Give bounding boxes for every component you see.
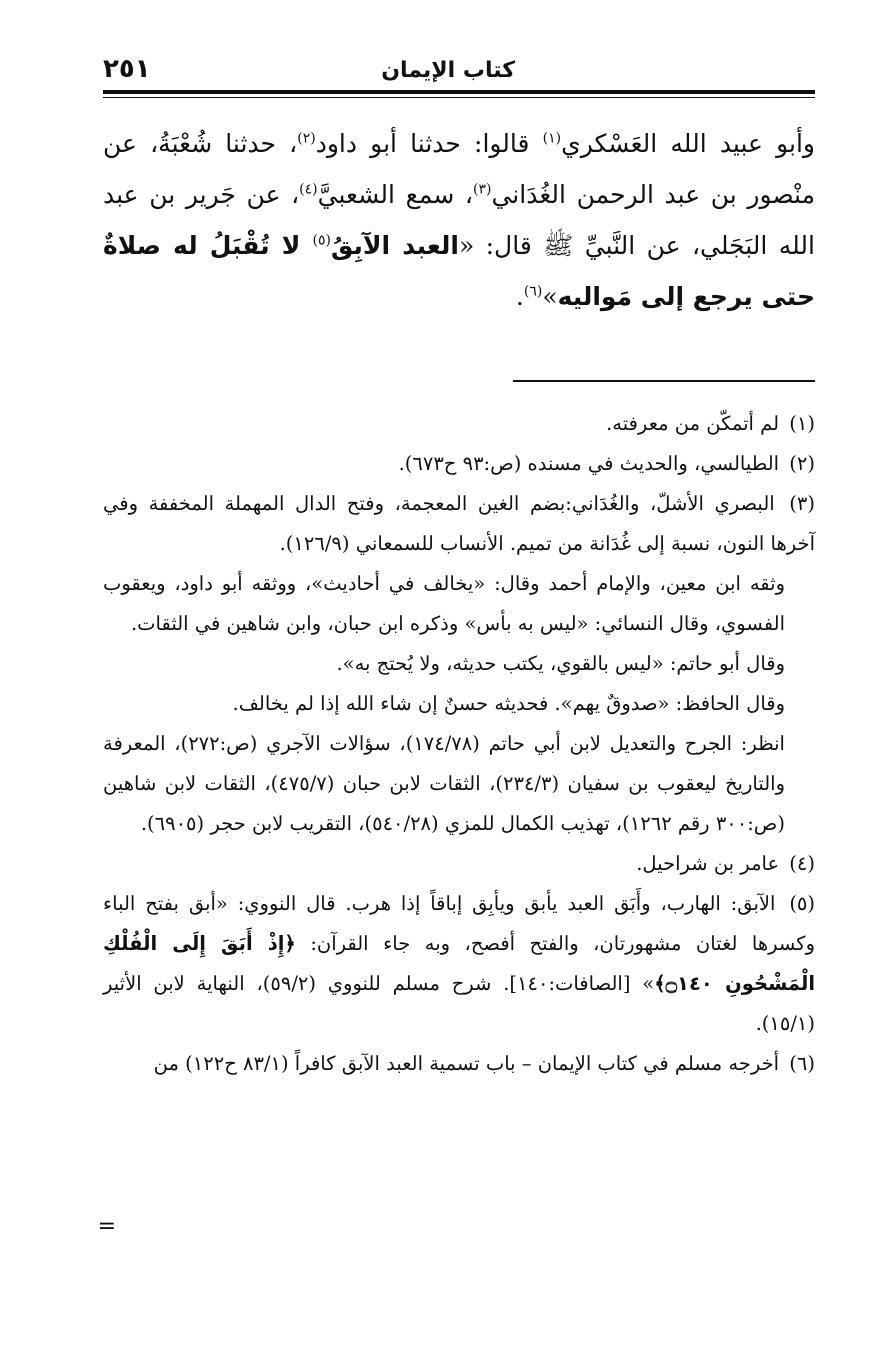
footnote-ref: (٢) [297, 130, 316, 147]
footnote-number: (٥) [789, 892, 816, 915]
footnote-1 [103, 404, 815, 444]
footnote-text: » [الصافات:١٤٠]. شرح مسلم للنووي (٥٩/٢)، النهاية لابن الأثير (١٥/١). [103, 972, 815, 1035]
footnote-number: (٤) [789, 852, 815, 875]
main-segment: وأبو عبيد الله العَسْكري [561, 129, 816, 158]
header-rule-thin [103, 97, 815, 98]
main-segment: ، سمع الشعبيَّ [317, 180, 473, 209]
quran-verse: ﴿إِذْ أَبَقَ إِلَى الْفُلْكِ الْمَشْحُونِ ۝١٤٠﴾ [103, 932, 816, 995]
footnote-text: الآبق: الهارب، وأَبَق العبد يأبق ويأبِق إباقاً إذا هرب. قال النووي: «أبق بفتح الباء وكسرها لغتان مشهورتان، والفتح أفصح، وبه جاء القرآن: [103, 892, 815, 955]
footnote-2 [103, 444, 815, 484]
footnote-3-paragraph: وقال الحافظ: «صدوقٌ يهم». فحديثه حسنٌ إن شاء الله إذا لم يخالف. [232, 692, 785, 715]
footnote-6 [103, 1044, 815, 1084]
main-segment: . [515, 282, 524, 311]
footnote-ref: (٣) [473, 181, 492, 198]
main-segment: ، حدثنا شُعْبَةُ، عن منْصور بن عبد الرحمن الغُدَاني [103, 129, 815, 209]
footnote-separator [513, 380, 815, 382]
footnote-ref: (٦) [523, 283, 543, 300]
footnote-number: (٣) [789, 492, 815, 515]
footnote-5 [103, 884, 815, 1044]
footnotes [103, 404, 815, 1084]
footnote-3-paragraph: وقال أبو حاتم: «ليس بالقوي، يكتب حديثه، ولا يُحتج به». [336, 652, 785, 675]
footnote-number: (٦) [789, 1052, 815, 1075]
main-segment: قالوا: حدثنا أبو داود [315, 129, 543, 158]
continuation-mark: = [97, 1214, 116, 1239]
header-rule [103, 90, 815, 94]
footnote-number: (١) [789, 412, 815, 435]
footnote-text: لم أتمكّن من معرفته. [606, 412, 780, 435]
footnote-3-references: انظر: الجرح والتعديل لابن أبي حاتم (١٧٤/٧٨)، سؤالات الآجري (ص:٢٧٢)، المعرفة والتاريخ ليعقوب بن سفيان (٢٣٤/٣)، الثقات لابن حبان (٤٧٥/٧)، الثقات لابن شاهين (ص:٣٠٠ رقم ١٢٦٢)، تهذيب الكمال للمزي (٥٤٠/٢٨)، التقريب لابن حجر (٦٩٠٥). [103, 732, 785, 835]
page-number: ٢٥١ [103, 54, 151, 84]
footnote-ref: (١) [542, 130, 562, 147]
main-hadith-text [103, 118, 815, 322]
main-segment: ، عن جَرير بن عبد الله البَجَلي، عن النَّبيِّ ﷺ قال: « [103, 180, 815, 260]
main-segment: » [542, 282, 558, 311]
footnote-text: الطيالسي، والحديث في مسنده (ص:٩٣ ح٦٧٣). [398, 452, 780, 475]
hadith-text: العبد الآبِقُ [330, 231, 459, 260]
footnote-text: البصري الأشلّ، والغُدَاني:بضم الغين المعجمة، وفتح الدال المهملة المخففة وفي آخرها النون، نسبة إلى غُدَانة من تميم. الأنساب للسمعاني (١٢٦/٩). [103, 492, 815, 555]
footnote-text: عامر بن شراحيل. [636, 852, 780, 875]
footnote-text: أخرجه مسلم في كتاب الإيمان – باب تسمية العبد الآبق كافراً (٨٣/١ ح١٢٢) من [153, 1052, 780, 1075]
footnote-number: (٢) [789, 452, 815, 475]
footnote-ref: (٥) [312, 232, 331, 249]
footnote-3 [103, 484, 815, 564]
footnote-ref: (٤) [299, 181, 318, 198]
page-header [103, 52, 815, 92]
hadith-text: لا تُقْبَلُ له صلاةٌ حتى يرجع إلى مَواليه [103, 231, 815, 311]
footnote-4 [103, 844, 815, 884]
footnote-3-paragraph: وثقه ابن معين، والإمام أحمد وقال: «يخالف في أحاديث»، ووثقه أبو داود، ويعقوب الفسوي، وقال النسائي: «ليس به بأس» وذكره ابن حبان، وابن شاهين في الثقات. [103, 572, 785, 635]
chapter-title: كتاب الإيمان [381, 58, 515, 83]
